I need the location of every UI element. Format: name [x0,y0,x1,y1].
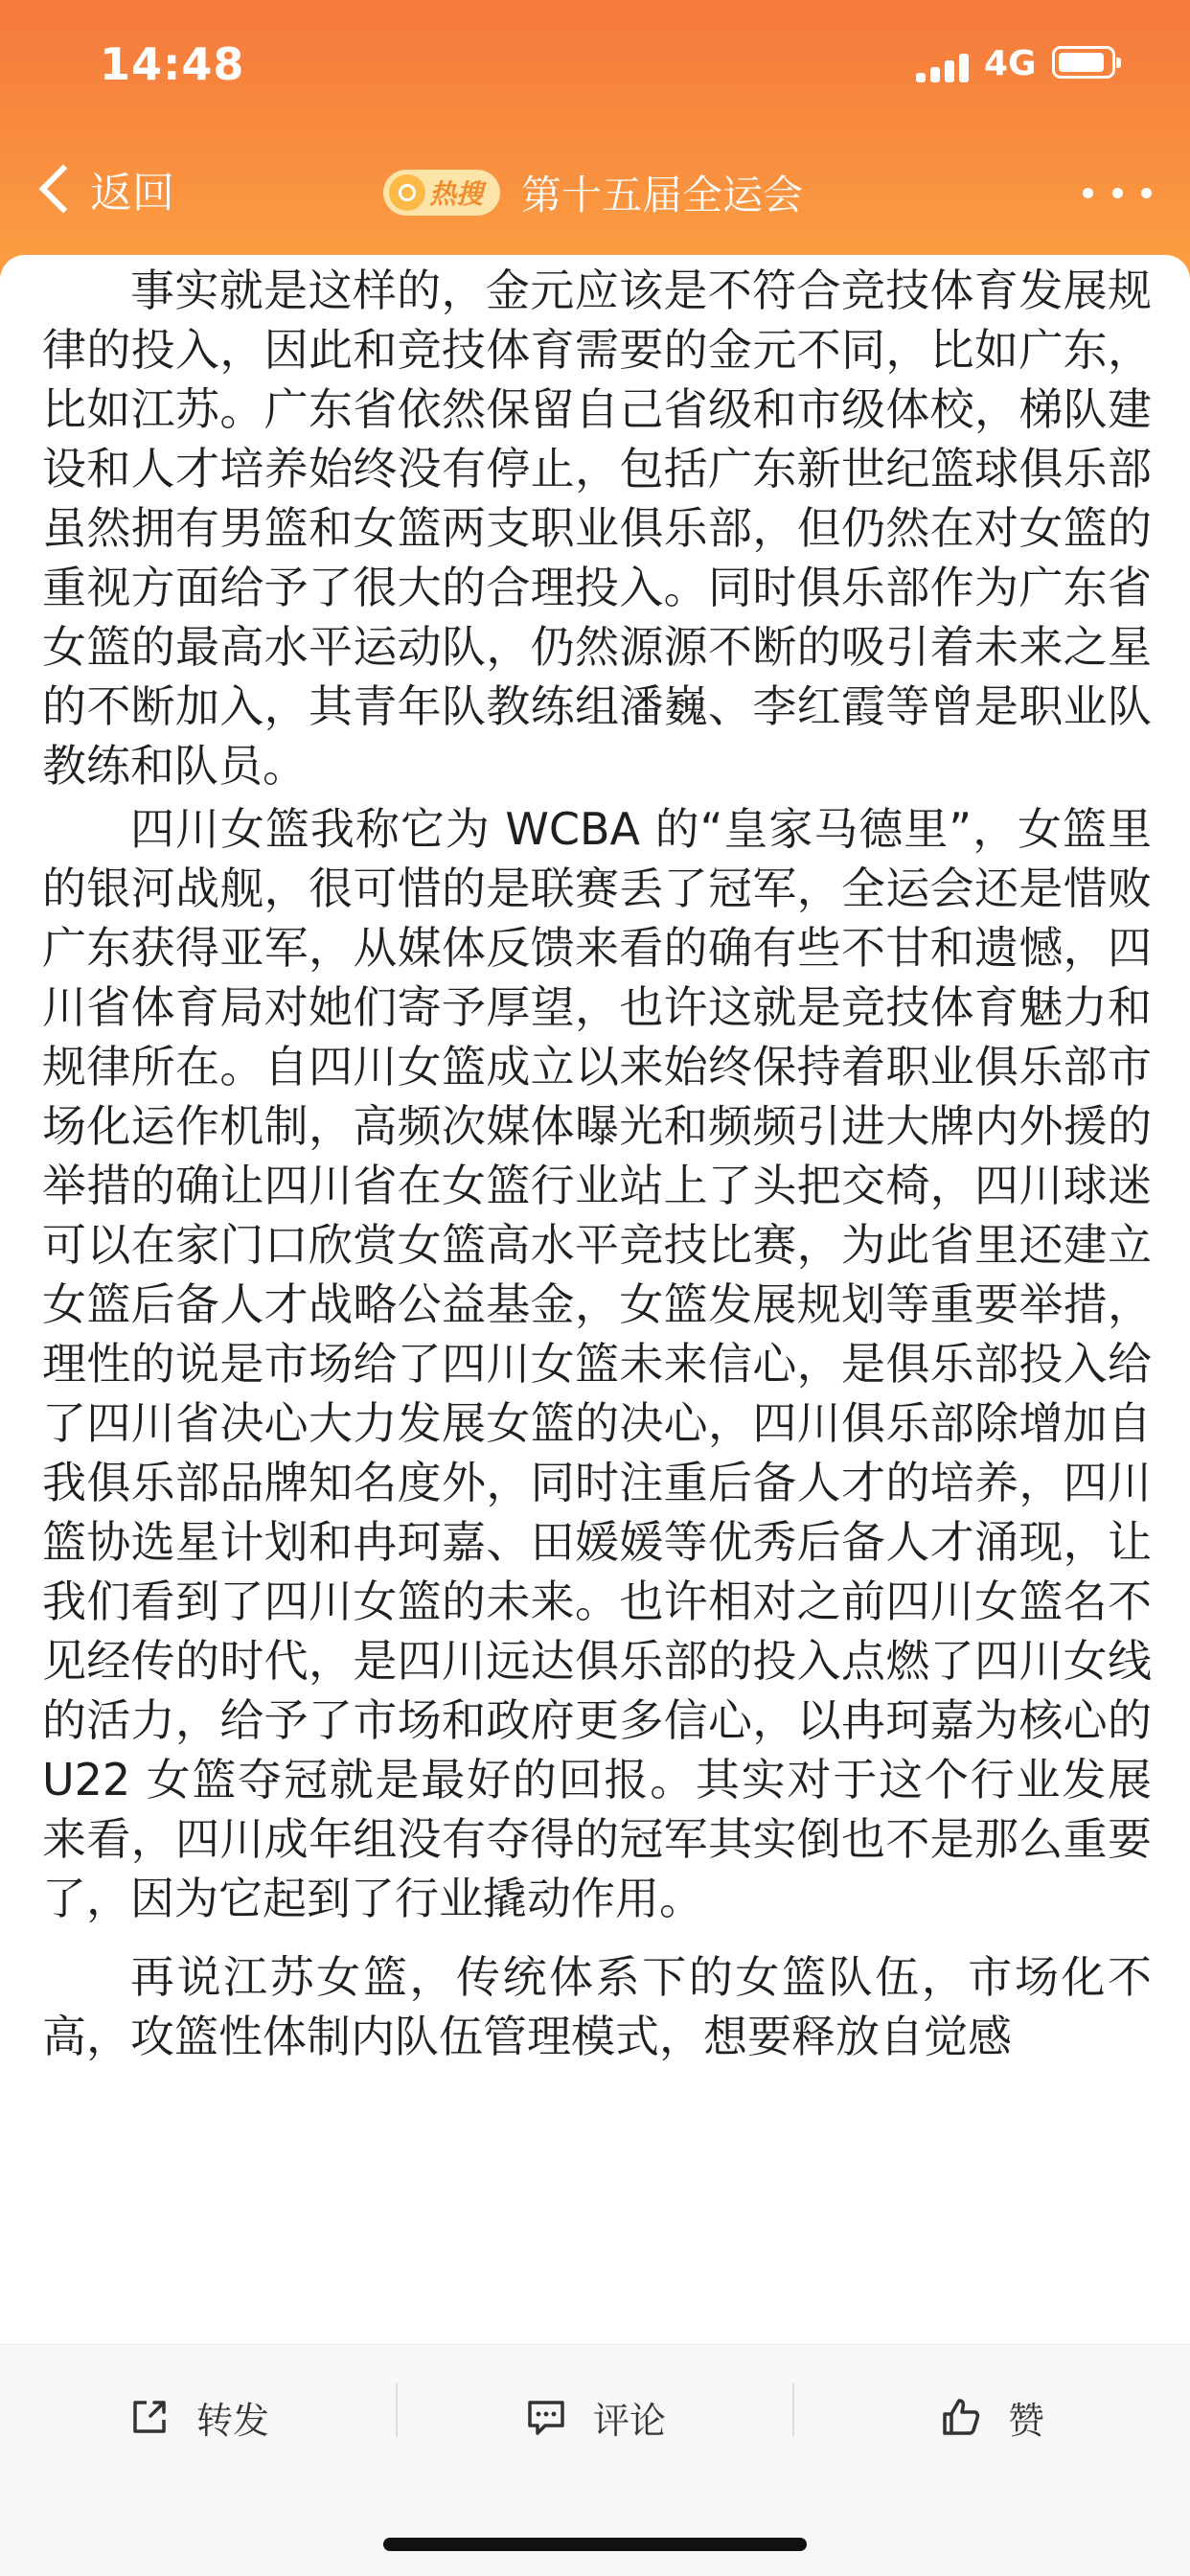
page-title: 第十五届全运会 [521,172,804,218]
repost-button[interactable] [0,2345,397,2489]
article-paragraph: 四川女篮我称它为 WCBA 的“皇家马德里”，女篮里的银河战舰，很可惜的是联赛丢了冠军，全运会还是惜败广东获得亚军，从媒体反馈来看的确有些不甘和遗憾，四川省体育局对她们寄予厚望，也许这就是竞技体育魅力和规律所在。自四川女篮成立以来始终保持着职业俱乐部市场化运作机制，高频次媒体曝光和频频引进大牌内外援的举措的确让四川省在女篮行业站上了头把交椅，四川球迷可以在家门口欣赏女篮高水平竞技比赛，为此省里还建立女篮后备人才战略公益基金，女篮发展规划等重要举措，理性的说是市场给了四川女篮未来信心，是俱乐部投入给了四川省决心大力发展女篮的决心，四川俱乐部除增加自我俱乐部品牌知名度外，同时注重后备人才的培养，四川篮协选星计划和冉珂嘉、田媛媛等优秀后备人才涌现，让我们看到了四川女篮的未来。也许相对之前四川女篮名不见经传的时代，是四川远达俱乐部的投入点燃了四川女线的活力，给予了市场和政府更多信心，以冉珂嘉为核心的 U22 女篮夺冠就是最好的回报。其实对于这个行业发展来看，四川成年组没有夺得的冠军其实倒也不是那么重要了，因为它起到了行业撬动作用。 [42,803,1152,1924]
battery-level [1059,53,1104,72]
chevron-left-icon [39,165,88,214]
back-label: 返回 [90,169,174,218]
article-paragraph: 再说江苏女篮，传统体系下的女篮队伍，市场化不高，攻篮性体制内队伍管理模式，想要释放自觉感 [42,1951,1152,2062]
home-indicator[interactable] [383,2538,807,2551]
like-button[interactable] [793,2345,1190,2489]
comment-label: 评论 [592,2399,666,2442]
action-bar [0,2344,1190,2489]
hot-search-badge[interactable] [383,170,500,216]
battery-icon [1052,46,1115,79]
like-label: 赞 [1007,2399,1044,2442]
comment-icon [524,2395,568,2439]
fire-icon [389,174,425,211]
comment-button[interactable] [397,2345,793,2489]
signal-icon [916,54,970,82]
article-content[interactable] [0,255,1190,2344]
share-icon [127,2395,172,2439]
back-button[interactable] [33,155,174,222]
more-icon[interactable] [1083,178,1152,207]
navigation-bar [0,144,1190,240]
bottom-safe-area [0,2488,1190,2576]
status-time: 14:48 [100,38,245,90]
article-paragraph: 事实就是这样的，金元应该是不符合竞技体育发展规律的投入，因此和竞技体育需要的金元不同，比如广东，比如江苏。广东省依然保留自己省级和市级体校，梯队建设和人才培养始终没有停止，包括广东新世纪篮球俱乐部虽然拥有男篮和女篮两支职业俱乐部，但仍然在对女篮的重视方面给予了很大的合理投入。同时俱乐部作为广东省女篮的最高水平运动队，仍然源源不断的吸引着未来之星的不断加入，其青年队教练组潘巍、李红霞等曾是职业队教练和队员。 [42,264,1152,792]
thumbs-up-icon [939,2395,983,2439]
repost-label: 转发 [195,2399,269,2442]
network-type: 4G [984,44,1037,83]
title-group[interactable] [383,159,803,226]
hot-search-label: 热搜 [429,178,484,210]
status-bar [0,0,1190,134]
